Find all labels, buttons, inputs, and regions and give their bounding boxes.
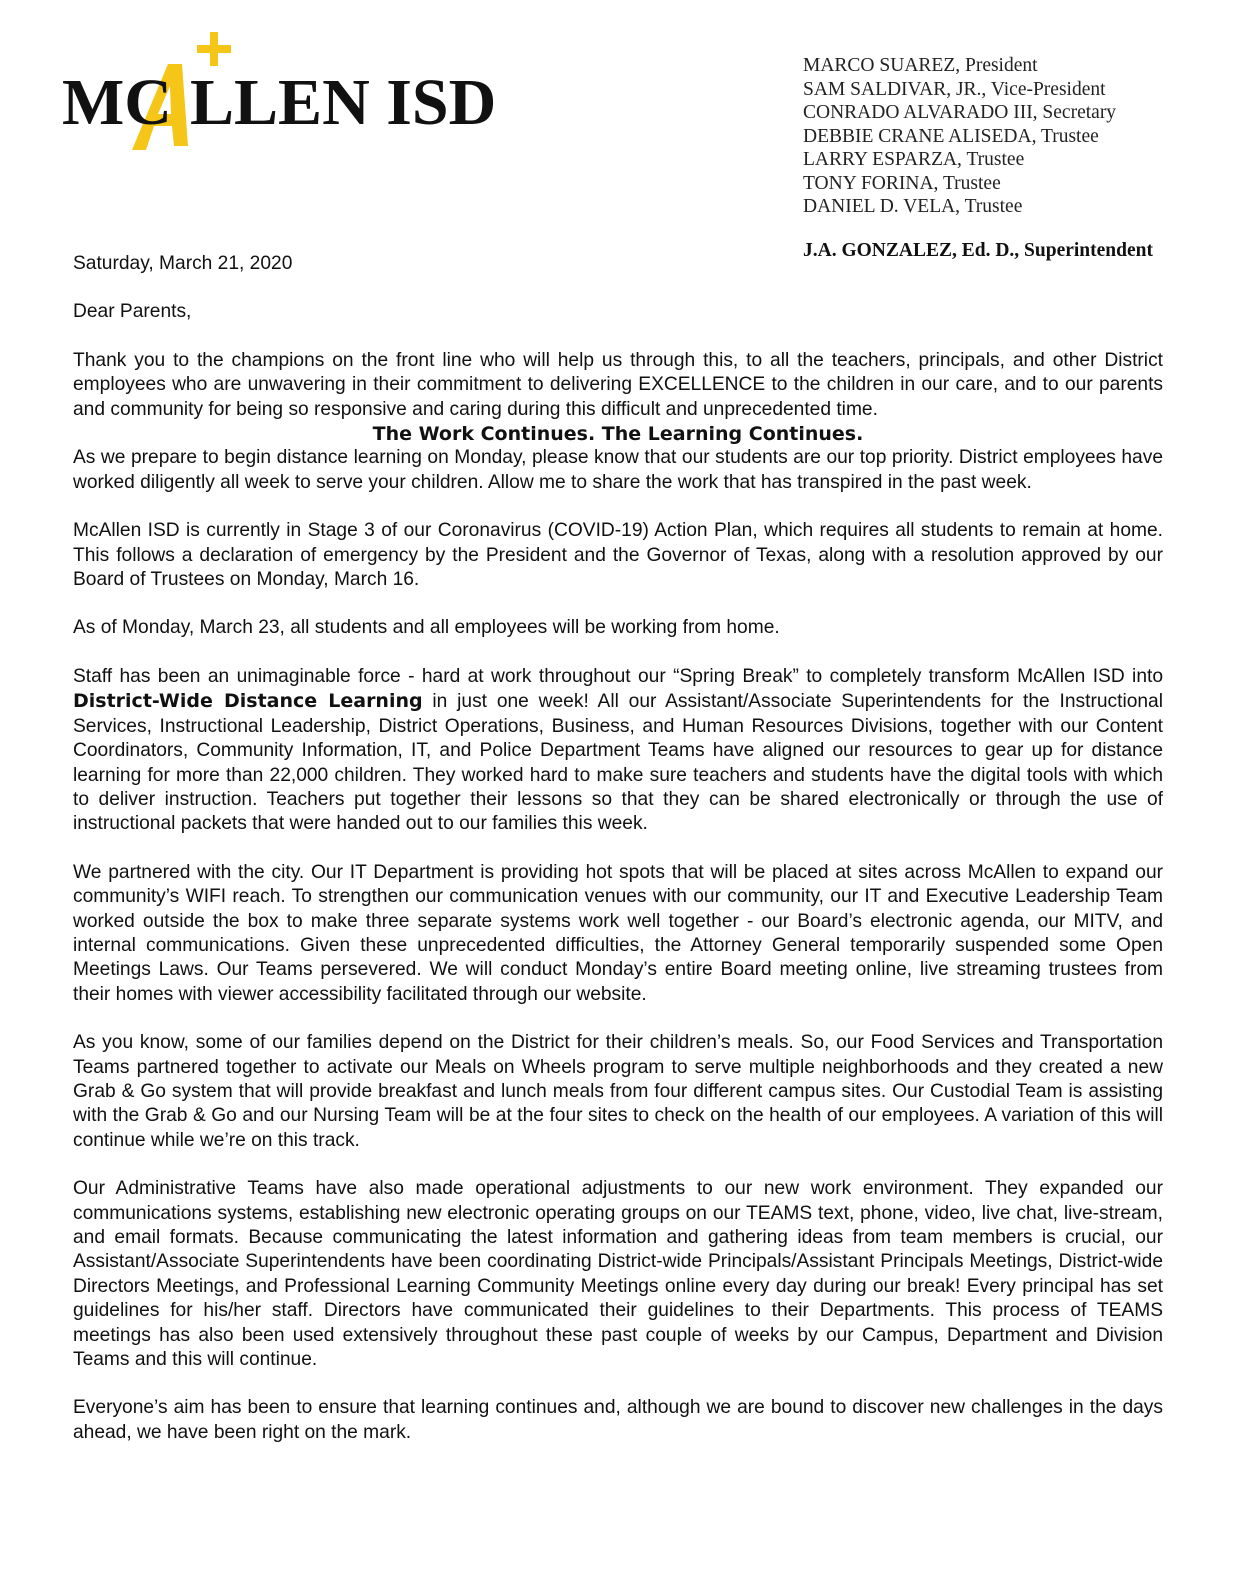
board-members-list bbox=[803, 54, 1116, 219]
board-member: CONRADO ALVARADO III, Secretary bbox=[803, 102, 1117, 123]
board-member: MARCO SUAREZ, President bbox=[803, 55, 1038, 76]
letter-body bbox=[73, 252, 1163, 1469]
letter-date: Saturday, March 21, 2020 bbox=[73, 253, 293, 274]
district-wide-distance-learning-emphasis: District-Wide Distance Learning bbox=[73, 690, 423, 713]
mcallen-isd-logo bbox=[60, 28, 500, 158]
board-member: SAM SALDIVAR, JR., Vice-President bbox=[803, 78, 1106, 100]
paragraph-closing: Everyone’s aim has been to ensure that learning continues and, although we are bound to discover new challenges in the days ahead, we have been right on the mark. bbox=[73, 1397, 1163, 1443]
paragraph-administrative-teams: Our Administrative Teams have also made operational adjustments to our new work environment. They expanded our communications systems, establishing new electronic operating groups on our TEAMS text, phone, video, live chat, live-stream, and email formats. Because communicating the latest information and gathering ideas from team members is crucial, our Assistant/Associate Superintendents have been coordinating District-wide Principals/Assistant Principals Meetings, District-wide Directors Meetings, and Professional Learning Community Meetings online every day during our break! Every principal has set guidelines for his/her staff. Directors have communicated their guidelines to their Departments. This process of TEAMS meetings has also been used extensively throughout these past couple of weeks by our Campus, Department and Division Teams and this will continue. bbox=[73, 1178, 1163, 1371]
superintendent-name: J.A. GONZALEZ, Ed. D., Superintendent bbox=[803, 240, 1153, 261]
section-heading: The Work Continues. The Learning Continues. bbox=[372, 423, 864, 446]
paragraph-meals: As you know, some of our families depend on the District for their children’s meals. So, our Food Services and Transportation Teams partnered together to activate our Meals on Wheels program to serve multiple neighborhoods and they created a new Grab & Go system that will provide breakfast and lunch meals from four different campus sites. Our Custodial Team is assisting with the Grab & Go and our Nursing Team will be at the four sites to check on the health of our employees. A variation of this will continue while we’re on this track. bbox=[73, 1032, 1163, 1151]
paragraph-staff-text-end: in just one week! All our Assistant/Associate Superintendents for the Instructional Services, Instructional Leadership, District Operations, Business, and Human Resources Divisions, together with our Content Coordinators, Community Information, IT, and Police Department Teams have aligned our resources to gear up for distance learning for more than 22,000 children. They worked hard to make sure teachers and students have the digital tools with which to deliver instruction. Teachers put together their lessons so that they can be shared electronically or through the use of instructional packets that were handed out to our families this week. bbox=[73, 691, 1163, 835]
letter-salutation: Dear Parents, bbox=[73, 301, 192, 323]
logo-text-rest: LLEN ISD bbox=[190, 66, 497, 139]
paragraph-thanks: Thank you to the champions on the front line who will help us through this, to all the teachers, principals, and other District employees who are unwavering in their commitment to delivering EXCELLENCE to the children in our care, and to our parents and community for being so responsive and caring during this difficult and unprecedented time. bbox=[73, 349, 1163, 420]
board-member: DEBBIE CRANE ALISEDA, Trustee bbox=[803, 125, 1099, 147]
board-member: TONY FORINA, Trustee bbox=[803, 172, 1001, 194]
paragraph-city-partnership: We partnered with the city. Our IT Department is providing hot spots that will be placed at sites across McAllen to expand our community’s WIFI reach. To strengthen our communication venues with our community, our IT and Executive Leadership Team worked outside the box to make three separate systems work well together - our Board’s electronic agenda, our MITV, and internal communications. Given these unprecedented difficulties, the Attorney General temporarily suspended some Open Meetings Laws. Our Teams persevered. We will conduct Monday’s entire Board meeting online, live streaming trustees from their homes with viewer accessibility facilitated through our website. bbox=[73, 861, 1163, 1005]
board-member: LARRY ESPARZA, Trustee bbox=[803, 149, 1025, 170]
logo-plus-horizontal bbox=[197, 45, 231, 53]
paragraph-work-from-home: As of Monday, March 23, all students and all employees will be working from home. bbox=[73, 617, 780, 639]
board-member: DANIEL D. VELA, Trustee bbox=[803, 196, 1023, 217]
paragraph-staff-text-start: Staff has been an unimaginable force - hard at work throughout our “Spring Break” to completely transform McAllen ISD into bbox=[73, 665, 1163, 687]
paragraph-stage-3: McAllen ISD is currently in Stage 3 of our Coronavirus (COVID-19) Action Plan, which requires all students to remain at home. This follows a declaration of emergency by the President and the Governor of Texas, along with a resolution approved by our Board of Trustees on Monday, March 16. bbox=[73, 520, 1163, 591]
paragraph-distance-learning: As we prepare to begin distance learning on Monday, please know that our students are our top priority. District employees have worked diligently all week to serve your children. Allow me to share the work that has transpired in the past week. bbox=[73, 447, 1163, 493]
logo-text-mc: MC bbox=[62, 66, 172, 139]
paragraph-staff-transform bbox=[73, 665, 1163, 837]
